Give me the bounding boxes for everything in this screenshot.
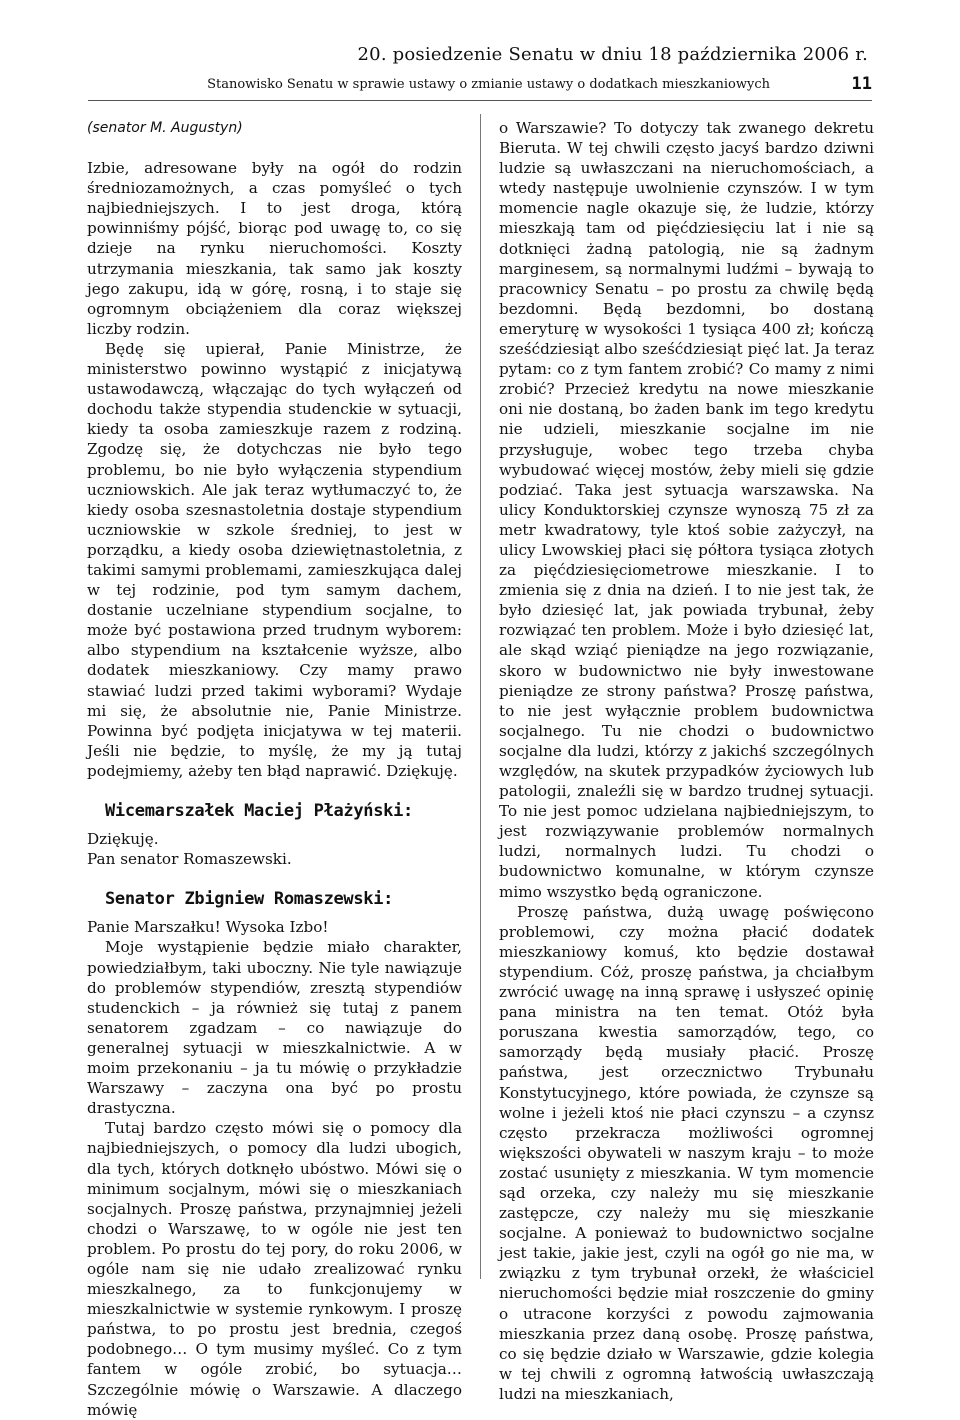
speech-line: Dziękuję. <box>87 830 159 849</box>
speech-line: Panie Marszałku! Wysoka Izbo! <box>87 918 329 937</box>
paragraph: Tutaj bardzo często mówi się o pomocy dla najbiedniejszych, o pomocy dla ludzi ubogich, dla tych, których dotknęło ubóstwo. Mówi się o minimum socjalnym, mówi się o mieszkaniach socjalnych. Proszę państwa, przynajmniej jeżeli chodzi o Warszawę, to w ogóle nie jest ten problem. Po prostu do tej pory, do roku 2006, w ogóle nam się nie udało zrealizować rynku mieszkalnego, za to funkcjonujemy w mieszkalnictwie w systemie rynkowym. I proszę państwa, to po prostu jest brednia, czegoś podobnego… O tym musimy myśleć. Co z tym fantem w ogóle zrobić, bo sytuacja… Szczególnie mówię o Warszawie. A dlaczego mówię <box>87 1119 462 1419</box>
paragraph: Będę się upierał, Panie Ministrze, że ministerstwo powinno wystąpić z inicjatywą ustawodawczą, włączając do tych wyłączeń od dochodu także stypendia studenckie w sytuacji, kiedy ta osoba zamieszkuje razem z rodziną. Zgodzę się, że dotychczas nie było tego problemu, bo nie było wyłączenia stypendium uczniowskich. Ale jak teraz wytłumaczyć to, że kiedy osoba szesnastoletnia dostaje stypendium uczniowskie w szkole średniej, to jest w porządku, a kiedy osoba dziewiętnastoletnia, z takimi samymi problemami, zamieszkująca dalej w tej rodzinie, pod tym samym dachem, dostanie uczelniane stypendium socjalne, to może być postawiona przed trudnym wyborem: albo stypendium na kształcenie wyższe, albo dodatek mieszkaniowy. Czy mamy prawo stawiać ludzi przed takimi wyborami? Wydaje mi się, że absolutnie nie, Panie Ministrze. Powinna być podjęta inicjatywa w tej materii. Jeśli nie będzie, to myślę, że my ją tutaj podejmiemy, ażeby ten błąd naprawić. Dziękuję. <box>87 339 462 780</box>
speaker-heading: Senator Zbigniew Romaszewski: <box>105 889 394 910</box>
left-column <box>87 118 462 1420</box>
page-header-subtitle: Stanowisko Senatu w sprawie ustawy o zmianie ustawy o dodatkach mieszkaniowych <box>207 77 770 92</box>
paragraph: o Warszawie? To dotyczy tak zwanego dekretu Bieruta. W tej chwili często jacyś bardzo dziwni ludzie są uwłaszczani na nieruchomościach, a wtedy następuje uwolnienie czynszów. I w tym momencie nagle okazuje się, że ludzie, którzy mieszkają tam od pięćdziesięciu lat i nie są dotknięci żadną patologią, nie są żadnym marginesem, są normalnymi ludźmi – bywają to pracownicy Senatu – po prostu za chwilę będą bezdomni. Będą bezdomni, bo dostaną emeryturę w wysokości 1 tysiąca 400 zł; kończą sześćdziesiąt albo sześćdziesiąt pięć lat. Ja teraz pytam: co z tym fantem zrobić? Co mamy z nimi zrobić? Przecież kredytu na nowe mieszkanie oni nie dostaną, bo żaden bank im tego kredytu nie udzieli, mieszkanie socjalne im nie przysługuje, wobec tego trzeba chyba wybudować więcej mostów, żeby mieli się gdzie podziać. Taka jest sytuacja warszawska. Na ulicy Konduktorskiej czynsze wynoszą 75 zł za metr kwadratowy, tyle ktoś sobie zażyczył, na ulicy Lwowskiej płaci się półtora tysiąca złotych za pięćdziesięciometrowe mieszkanie. I to zmienia się z dnia na dzień. I to nie jest tak, że było dziesięć lat, jak powiada trybunał, żeby rozwiązać ten problem. Może i było dziesięć lat, ale skąd wziąć pieniądze na jego rozwiązanie, skoro w budownictwo nie były inwestowane pieniądze ze strony państwa? Proszę państwa, to nie jest wyłącznie problem budownictwa socjalnego. Tu nie chodzi o budownictwo socjalne dla ludzi, którzy z jakichś szczególnych względów, na skutek przypadków życiowych lub patologii, znaleźli się w bardzo trudnej sytuacji. To nie jest pomoc udzielana najbiedniejszym, to jest rozwiązywanie problemów normalnych ludzi, normalnych ludzi. Tu chodzi o budownictwo komunalne, w którym czynsze mimo wszystko będą ograniczone. <box>499 119 874 901</box>
paragraph: Izbie, adresowane były na ogół do rodzin średniozamożnych, a czas pomyśleć o tych najbiedniejszych. I to jest droga, którą powinniśmy pójść, biorąc pod uwagę to, co się dzieje na rynku nieruchomości. Koszty utrzymania mieszkania, tak samo jak koszty jego zakupu, idą w górę, rosną, i to staje się ogromnym obciążeniem dla coraz większej liczby rodzin. <box>87 159 462 338</box>
paragraph: Proszę państwa, dużą uwagę poświęcono problemowi, czy można płacić dodatek mieszkaniowy komuś, kto będzie dostawał stypendium. Cóż, proszę państwa, ja chciałbym zwrócić uwagę na inną sprawę i usłyszeć opinię pana ministra na ten temat. Otóż była poruszana kwestia samorządów, tego, co samorządy będą musiały płacić. Proszę państwa, jest orzecznictwo Trybunału Konstytucyjnego, które powiada, że czynsze są wolne i jeżeli ktoś nie płaci czynszu – a czynsz często przekracza możliwości ogromnej większości obywateli w naszym kraju – to może zostać usunięty z mieszkania. W tym momencie sąd orzeka, czy należy mu się mieszkanie zastępcze, czy należy mu się mieszkanie socjalne. A ponieważ to budownictwo socjalne jest takie, jakie jest, czyli na ogół go nie ma, w związku z tym trybunał orzekł, że właściciel nieruchomości będzie miał roszczenie do gminy o utracone korzyści z powodu zajmowania mieszkania przez daną osobę. Proszę państwa, co się będzie działo w Warszawie, gdzie kolegia w tej chwili z ogromną łatwością uwłaszczają ludzi na mieszkaniach, <box>499 902 874 1403</box>
page-header-title: 20. posiedzenie Senatu w dniu 18 października 2006 r. <box>357 44 868 65</box>
column-divider <box>480 114 481 1279</box>
speaker-continuation-tag: (senator M. Augustyn) <box>87 120 243 136</box>
page-number: 11 <box>851 74 872 94</box>
header-rule <box>88 100 872 101</box>
speech-line: Pan senator Romaszewski. <box>87 850 292 869</box>
right-column <box>499 118 874 1404</box>
paragraph: Moje wystąpienie będzie miało charakter, powiedziałbym, taki uboczny. Nie tyle nawiązuje do problemów stypendiów, zresztą stypendiów studenckich – ja również się tutaj z panem senatorem zgadzam – co nawiązuje do generalnej sytuacji w mieszkalnictwie. A w moim przekonaniu – ja tu mówię o przykładzie Warszawy – zaczyna ona być po prostu drastyczna. <box>87 938 462 1118</box>
speaker-heading: Wicemarszałek Maciej Płażyński: <box>105 801 413 821</box>
